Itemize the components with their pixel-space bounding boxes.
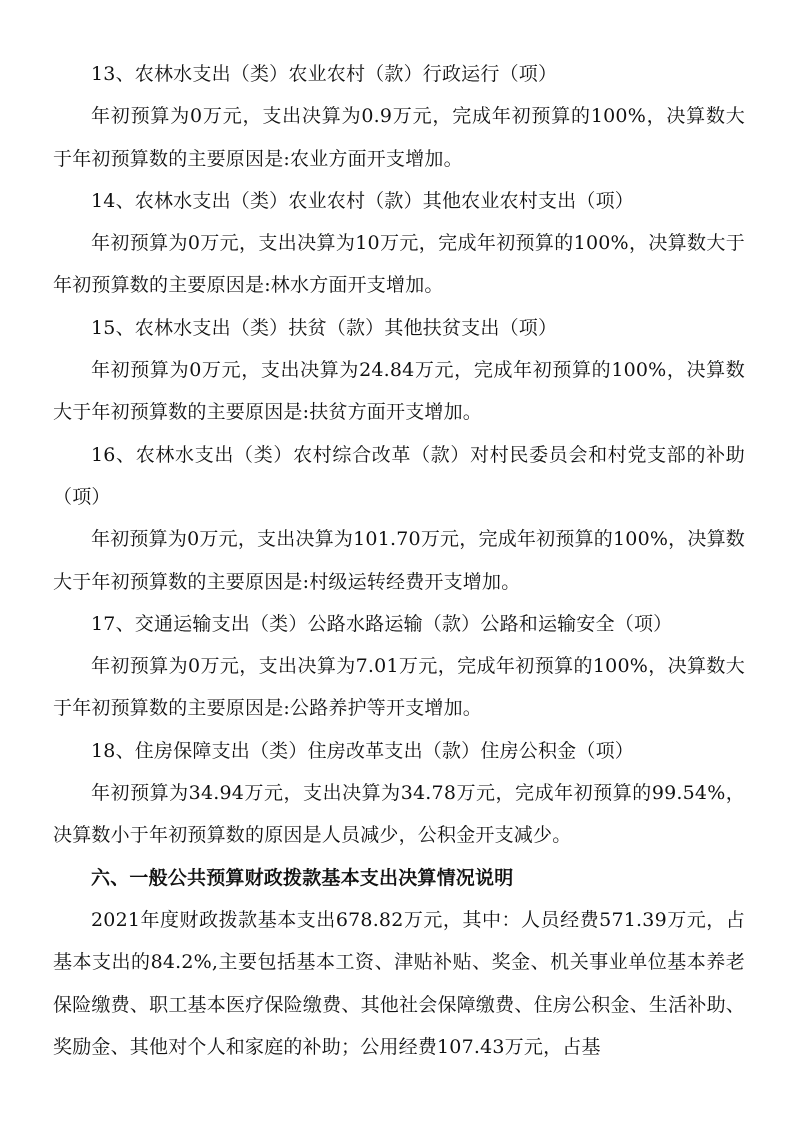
item-14-body: 年初预算为0万元，支出决算为10万元，完成年初预算的100%，决算数大于年初预算数的主要原因是:林水方面开支增加。 bbox=[53, 232, 745, 297]
document-body bbox=[53, 53, 745, 1068]
item-16-title: 16、农林水支出（类）农村综合改革（款）对村民委员会和村党支部的补助（项） bbox=[53, 443, 745, 508]
item-17-body: 年初预算为0万元，支出决算为7.01万元，完成年初预算的100%，决算数大于年初预算数的主要原因是:公路养护等开支增加。 bbox=[53, 655, 745, 720]
item-18-title: 18、住房保障支出（类）住房改革支出（款）住房公积金（项） bbox=[91, 739, 634, 762]
section-six-heading: 六、一般公共预算财政拨款基本支出决算情况说明 bbox=[91, 866, 514, 889]
section-six-body: 2021年度财政拨款基本支出678.82万元，其中：人员经费571.39万元，占基本支出的84.2%,主要包括基本工资、津贴补贴、奖金、机关事业单位基本养老保险缴费、职工基本医疗保险缴费、其他社会保障缴费、住房公积金、生活补助、奖励金、其他对个人和家庭的补助；公用经费107.43万元，占基 bbox=[53, 908, 745, 1058]
item-13-body: 年初预算为0万元，支出决算为0.9万元，完成年初预算的100%，决算数大于年初预算数的主要原因是:农业方面开支增加。 bbox=[53, 105, 745, 170]
item-16-body: 年初预算为0万元，支出决算为101.70万元，完成年初预算的100%，决算数大于年初预算数的主要原因是:村级运转经费开支增加。 bbox=[53, 528, 745, 593]
item-14-title: 14、农林水支出（类）农业农村（款）其他农业农村支出（项） bbox=[91, 189, 634, 212]
item-15-body: 年初预算为0万元，支出决算为24.84万元，完成年初预算的100%，决算数大于年初预算数的主要原因是:扶贫方面开支增加。 bbox=[53, 359, 745, 424]
item-13-title: 13、农林水支出（类）农业农村（款）行政运行（项） bbox=[91, 63, 558, 85]
item-15-title: 15、农林水支出（类）扶贫（款）其他扶贫支出（项） bbox=[91, 316, 558, 339]
item-17-title: 17、交通运输支出（类）公路水路运输（款）公路和运输安全（项） bbox=[91, 612, 673, 635]
item-18-body: 年初预算为34.94万元，支出决算为34.78万元，完成年初预算的99.54%，决算数小于年初预算数的原因是人员减少，公积金开支减少。 bbox=[53, 782, 745, 847]
